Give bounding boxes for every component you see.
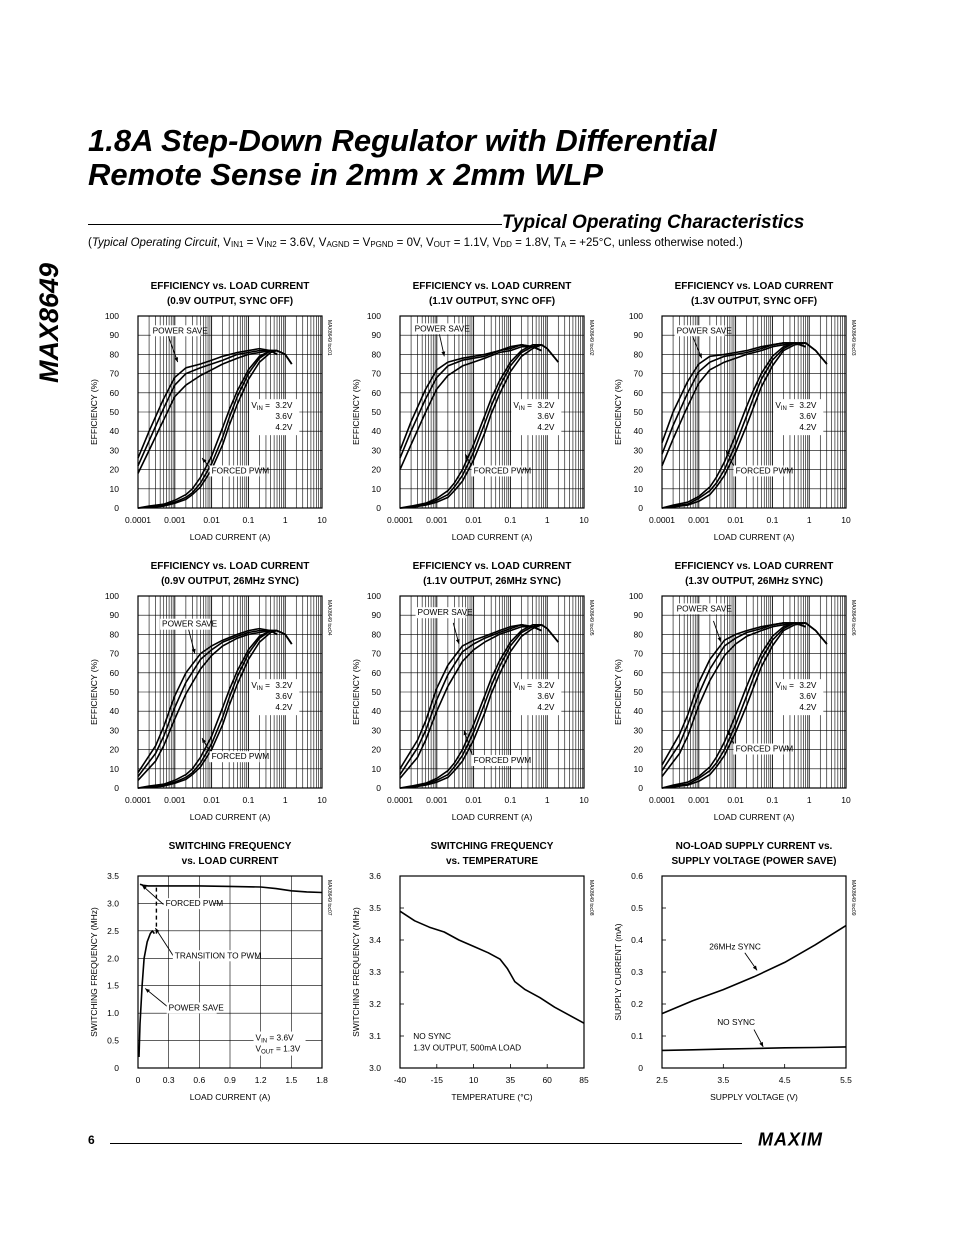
chart-title-line: NO-LOAD SUPPLY CURRENT vs.	[675, 841, 833, 852]
x-tick-label: 1.5	[285, 1075, 298, 1085]
chart-title-line: EFFICIENCY vs. LOAD CURRENT	[150, 281, 310, 292]
chart-c01	[89, 281, 332, 542]
x-tick-label: 0.001	[164, 795, 186, 805]
annotation-label: POWER SAVE	[162, 618, 218, 629]
y-tick-label: 10	[109, 763, 119, 774]
part-number-text: MAX8649	[34, 262, 64, 383]
annotation-label: POWER SAVE	[414, 323, 470, 334]
y-tick-label: 50	[633, 407, 643, 417]
y-tick-label: 3.0	[107, 898, 119, 909]
x-tick-label: 10	[841, 515, 851, 525]
y-tick-label: 60	[633, 667, 643, 678]
chart-title-line: EFFICIENCY vs. LOAD CURRENT	[412, 561, 572, 572]
x-tick-label: 0.1	[504, 515, 517, 525]
figure-code: MAX8649 toc08	[588, 880, 594, 916]
vin-legend-label: $V_{IN}$ =	[775, 680, 794, 693]
y-tick-label: 3.1	[369, 1031, 381, 1041]
figure-code: MAX8649 toc05	[588, 600, 594, 636]
y-tick-label: 90	[633, 330, 643, 341]
y-tick-label: 3.4	[369, 935, 381, 945]
annotation-label: POWER SAVE	[676, 603, 732, 614]
x-tick-label: 1	[544, 795, 550, 805]
x-tick-label: 0.001	[164, 515, 186, 525]
y-tick-label: 1.0	[107, 1008, 119, 1019]
annotation-label: FORCED PWM	[735, 743, 794, 754]
y-tick-label: 0	[114, 1063, 119, 1073]
x-tick-label: 0.0001	[125, 795, 151, 805]
y-tick-label: 60	[109, 667, 119, 678]
x-tick-label: 4.5	[778, 1075, 791, 1085]
x-tick-label: 0.6	[193, 1075, 206, 1085]
series-line	[662, 926, 846, 1014]
vin-legend-value: 4.2V	[537, 702, 555, 713]
x-axis-label: LOAD CURRENT (A)	[451, 812, 533, 822]
plot-frame	[662, 876, 846, 1068]
chart-title-line: vs. LOAD CURRENT	[181, 856, 279, 867]
y-tick-label: 20	[371, 744, 381, 755]
annotation-label: POWER SAVE	[152, 325, 208, 336]
x-tick-label: 0.1	[766, 515, 779, 525]
y-tick-label: 90	[371, 610, 381, 621]
annotation-arrowhead	[753, 966, 757, 971]
y-tick-label: 40	[109, 706, 119, 717]
note-line-2: $V_{OUT} = 1.3V$	[255, 1043, 301, 1056]
x-tick-label: 0.0001	[387, 795, 413, 805]
y-tick-label: 40	[633, 426, 643, 437]
x-tick-label: 1	[282, 515, 288, 525]
y-tick-label: 3.5	[107, 871, 119, 881]
x-tick-label: 0.01	[727, 515, 744, 525]
page-number: 6	[88, 1133, 95, 1147]
y-tick-label: 80	[371, 629, 381, 640]
x-tick-label: 3.5	[717, 1075, 730, 1085]
vin-legend-value: 3.6V	[799, 691, 817, 702]
title-line-1: 1.8A Step-Down Regulator with Differential	[88, 123, 717, 158]
vin-legend-value: 4.2V	[799, 702, 817, 713]
y-axis-label: EFFICIENCY (%)	[613, 379, 623, 445]
y-tick-label: 20	[109, 744, 119, 755]
x-tick-label: 0.0001	[125, 515, 151, 525]
x-tick-label: 0.001	[688, 515, 710, 525]
y-tick-label: 0.6	[631, 871, 643, 881]
vin-legend-value: 3.2V	[275, 400, 293, 411]
y-tick-label: 0	[638, 503, 643, 513]
section-title: Typical Operating Characteristics	[502, 212, 805, 233]
x-tick-label: 0.01	[203, 515, 220, 525]
x-tick-label: -40	[393, 1075, 407, 1085]
x-tick-label: 1.2	[254, 1075, 267, 1085]
y-tick-label: 60	[109, 387, 119, 398]
vin-legend-value: 4.2V	[275, 702, 293, 713]
annotation-label: FORCED PWM	[211, 465, 270, 476]
figure-code: MAX8649 toc09	[850, 880, 856, 916]
y-axis-label: SUPPLY CURRENT (mA)	[613, 923, 623, 1021]
vin-legend-value: 3.6V	[275, 691, 293, 702]
y-tick-label: 3.0	[369, 1063, 381, 1073]
x-tick-label: 0	[135, 1075, 141, 1085]
vin-legend-value: 3.6V	[799, 411, 817, 422]
vin-legend-label: $V_{IN}$ =	[513, 680, 532, 693]
y-tick-label: 0	[638, 1063, 643, 1073]
x-tick-label: 35	[505, 1075, 516, 1085]
chart-c07	[89, 841, 332, 1102]
chart-title-line: EFFICIENCY vs. LOAD CURRENT	[674, 281, 834, 292]
vin-legend-value: 3.6V	[537, 411, 555, 422]
chart-title-line: SWITCHING FREQUENCY	[430, 841, 554, 852]
annotation-arrowhead	[718, 637, 722, 642]
vin-legend-value: 3.2V	[275, 680, 293, 691]
y-tick-label: 1.5	[107, 980, 119, 991]
y-tick-label: 40	[109, 426, 119, 437]
chart-c02	[351, 281, 594, 542]
y-tick-label: 70	[633, 648, 643, 659]
y-tick-label: 70	[109, 368, 119, 379]
chart-title-line: (0.9V OUTPUT, 26MHz SYNC)	[161, 576, 299, 587]
x-tick-label: 0.9	[224, 1075, 236, 1085]
x-tick-label: 1	[806, 795, 812, 805]
x-axis-label: LOAD CURRENT (A)	[451, 532, 533, 542]
y-tick-label: 50	[371, 687, 381, 697]
annotation-label: 1.3V OUTPUT, 500mA LOAD	[413, 1042, 522, 1053]
y-tick-label: 3.6	[369, 871, 381, 881]
chart-c09	[613, 841, 856, 1102]
y-tick-label: 30	[109, 445, 119, 456]
vin-legend-label: $V_{IN}$ =	[251, 680, 270, 693]
y-tick-label: 10	[633, 483, 643, 494]
x-tick-label: 10	[317, 515, 327, 525]
x-axis-label: LOAD CURRENT (A)	[713, 532, 795, 542]
chart-c03	[613, 281, 856, 542]
series-line	[400, 911, 584, 1023]
x-tick-label: 0.01	[465, 795, 482, 805]
x-tick-label: 10	[468, 1075, 479, 1085]
y-tick-label: 80	[633, 629, 643, 640]
y-tick-label: 20	[633, 464, 643, 475]
y-tick-label: 40	[371, 426, 381, 437]
vin-legend-value: 3.2V	[537, 680, 555, 691]
y-tick-label: 80	[109, 349, 119, 360]
annotation-arrowhead	[456, 639, 460, 644]
annotation-label: POWER SAVE	[417, 607, 473, 618]
y-tick-label: 40	[633, 706, 643, 717]
y-tick-label: 50	[371, 407, 381, 417]
x-tick-label: 0.01	[727, 795, 744, 805]
y-tick-label: 30	[633, 445, 643, 456]
y-tick-label: 0.5	[107, 1035, 119, 1046]
y-tick-label: 90	[109, 330, 119, 341]
y-axis-label: EFFICIENCY (%)	[351, 659, 361, 725]
y-tick-label: 60	[371, 387, 381, 398]
x-axis-label: SUPPLY VOLTAGE (V)	[710, 1092, 798, 1102]
annotation-label: FORCED PWM	[211, 751, 270, 762]
y-tick-label: 3.5	[369, 903, 381, 913]
y-tick-label: 70	[371, 368, 381, 379]
y-tick-label: 10	[633, 763, 643, 774]
vin-legend-value: 4.2V	[799, 422, 817, 433]
x-axis-label: LOAD CURRENT (A)	[189, 532, 271, 542]
y-tick-label: 100	[628, 591, 643, 601]
y-tick-label: 30	[109, 725, 119, 736]
x-axis-label: LOAD CURRENT (A)	[189, 1092, 271, 1102]
x-tick-label: 0.0001	[649, 795, 675, 805]
y-axis-label: SWITCHING FREQUENCY (MHz)	[351, 907, 361, 1037]
annotation-label: FORCED PWM	[473, 465, 532, 476]
y-tick-label: 90	[371, 330, 381, 341]
y-tick-label: 0	[114, 503, 119, 513]
y-tick-label: 50	[109, 687, 119, 697]
y-tick-label: 90	[109, 610, 119, 621]
chart-c08	[351, 841, 594, 1102]
figure-code: MAX8649 toc01	[326, 320, 332, 356]
annotation-label: TRANSITION TO PWM	[174, 950, 262, 961]
chart-title-line: (1.3V OUTPUT, 26MHz SYNC)	[685, 576, 823, 587]
x-axis-label: LOAD CURRENT (A)	[189, 812, 271, 822]
annotation-label: NO SYNC	[413, 1031, 452, 1042]
y-axis-label: EFFICIENCY (%)	[89, 379, 99, 445]
y-tick-label: 80	[633, 349, 643, 360]
y-tick-label: 80	[109, 629, 119, 640]
annotation-label: POWER SAVE	[676, 325, 732, 336]
title-line-2: Remote Sense in 2mm x 2mm WLP	[88, 157, 604, 192]
y-tick-label: 30	[633, 725, 643, 736]
y-tick-label: 70	[371, 648, 381, 659]
figure-code: MAX8649 toc04	[326, 600, 332, 636]
y-tick-label: 0.4	[631, 935, 643, 945]
x-tick-label: 0.001	[426, 515, 448, 525]
vin-legend-value: 3.2V	[537, 400, 555, 411]
x-tick-label: -15	[430, 1075, 443, 1085]
chart-title-line: (1.1V OUTPUT, 26MHz SYNC)	[423, 576, 561, 587]
maxim-logo-text: MAXIM	[758, 1131, 823, 1147]
y-axis-label: EFFICIENCY (%)	[613, 659, 623, 725]
x-tick-label: 0.0001	[387, 515, 413, 525]
x-tick-label: 10	[317, 795, 327, 805]
chart-title-line: (1.3V OUTPUT, SYNC OFF)	[690, 296, 818, 307]
x-tick-label: 0.01	[203, 795, 220, 805]
vin-legend-label: $V_{IN}$ =	[513, 400, 532, 413]
maxim-logo	[756, 1131, 866, 1147]
chart-title-line: EFFICIENCY vs. LOAD CURRENT	[674, 561, 834, 572]
y-tick-label: 2.5	[107, 925, 119, 936]
chart-c06	[613, 561, 856, 822]
x-axis-label: TEMPERATURE (°C)	[451, 1092, 533, 1102]
y-tick-label: 0	[376, 783, 381, 793]
y-tick-label: 0.2	[631, 999, 643, 1009]
y-tick-label: 20	[109, 464, 119, 475]
x-tick-label: 0.001	[426, 795, 448, 805]
y-axis-label: SWITCHING FREQUENCY (MHz)	[89, 907, 99, 1037]
y-tick-label: 0.5	[631, 903, 643, 913]
x-tick-label: 2.5	[656, 1075, 668, 1085]
x-tick-label: 0.001	[688, 795, 710, 805]
y-axis-label: EFFICIENCY (%)	[89, 659, 99, 725]
y-tick-label: 3.3	[369, 967, 381, 977]
chart-title-line: SWITCHING FREQUENCY	[168, 841, 292, 852]
y-tick-label: 10	[109, 483, 119, 494]
chart-c04	[89, 561, 332, 822]
x-tick-label: 1	[282, 795, 288, 805]
y-tick-label: 100	[366, 311, 381, 321]
x-axis-label: LOAD CURRENT (A)	[713, 812, 795, 822]
test-conditions: (Typical Operating Circuit, $V_{IN1} = V_{IN2} = 3.6V$, $V_{AGND} = V_{PGND} = 0V$, $V_{OUT} = 1.1V$, $V_{DD} = 1.8V$, $T_A = +25^\circ C$, unless otherwise noted.)	[88, 237, 743, 249]
y-tick-label: 20	[633, 744, 643, 755]
x-tick-label: 0.0001	[649, 515, 675, 525]
figure-code: MAX8649 toc06	[850, 600, 856, 636]
annotation-label: NO SYNC	[717, 1016, 756, 1027]
y-tick-label: 70	[109, 648, 119, 659]
y-tick-label: 0	[638, 783, 643, 793]
y-tick-label: 90	[633, 610, 643, 621]
footer-rule	[110, 1143, 742, 1144]
annotation-arrowhead	[441, 351, 445, 356]
chart-c05	[351, 561, 594, 822]
annotation-label: 26MHz SYNC	[709, 941, 761, 952]
x-tick-label: 0.1	[242, 515, 255, 525]
y-tick-label: 100	[628, 311, 643, 321]
y-tick-label: 70	[633, 368, 643, 379]
y-tick-label: 60	[633, 387, 643, 398]
annotation-label: FORCED PWM	[165, 898, 224, 909]
x-tick-label: 1	[806, 515, 812, 525]
y-tick-label: 0.1	[631, 1031, 643, 1041]
vin-legend-value: 4.2V	[537, 422, 555, 433]
chart-title-line: SUPPLY VOLTAGE (POWER SAVE)	[671, 856, 837, 867]
y-tick-label: 80	[371, 349, 381, 360]
x-tick-label: 10	[841, 795, 851, 805]
x-tick-label: 0.01	[465, 515, 482, 525]
y-tick-label: 100	[104, 591, 119, 601]
annotation-label: FORCED PWM	[473, 755, 532, 766]
x-tick-label: 0.1	[242, 795, 255, 805]
chart-title-line: EFFICIENCY vs. LOAD CURRENT	[150, 561, 310, 572]
y-tick-label: 100	[104, 311, 119, 321]
figure-code: MAX8649 toc03	[850, 320, 856, 356]
x-tick-label: 5.5	[840, 1075, 852, 1085]
y-tick-label: 30	[371, 445, 381, 456]
y-tick-label: 20	[371, 464, 381, 475]
tick-marks	[662, 876, 846, 1068]
y-tick-label: 10	[371, 483, 381, 494]
series-line	[140, 884, 322, 892]
vin-legend-value: 3.2V	[799, 400, 817, 411]
vin-legend-value: 3.6V	[537, 691, 555, 702]
vin-legend-value: 3.6V	[275, 411, 293, 422]
chart-title-line: EFFICIENCY vs. LOAD CURRENT	[412, 281, 572, 292]
figure-code: MAX8649 toc07	[326, 880, 332, 916]
note-line-1: $V_{IN} = 3.6V$	[255, 1032, 294, 1045]
annotation-leader	[155, 928, 173, 957]
annotation-label: FORCED PWM	[735, 465, 794, 476]
x-tick-label: 85	[579, 1075, 589, 1085]
y-axis-label: EFFICIENCY (%)	[351, 379, 361, 445]
x-tick-label: 0.3	[162, 1075, 175, 1085]
figure-code: MAX8649 toc02	[588, 320, 594, 356]
chart-title-line: vs. TEMPERATURE	[445, 856, 539, 867]
y-tick-label: 30	[371, 725, 381, 736]
x-tick-label: 0.1	[504, 795, 517, 805]
vin-legend-value: 3.2V	[799, 680, 817, 691]
x-tick-label: 10	[579, 515, 589, 525]
annotation-label: POWER SAVE	[168, 1002, 224, 1013]
vin-legend-label: $V_{IN}$ =	[251, 400, 270, 413]
y-tick-label: 2.0	[107, 953, 119, 964]
y-tick-label: 0	[114, 783, 119, 793]
x-tick-label: 0.1	[766, 795, 779, 805]
x-tick-label: 60	[542, 1075, 552, 1085]
y-tick-label: 100	[366, 591, 381, 601]
y-tick-label: 0	[376, 503, 381, 513]
series-line	[662, 1047, 846, 1051]
x-tick-label: 1	[544, 515, 550, 525]
x-tick-label: 10	[579, 795, 589, 805]
vin-legend-label: $V_{IN}$ =	[775, 400, 794, 413]
y-tick-label: 0.3	[631, 967, 643, 977]
y-tick-label: 40	[371, 706, 381, 717]
x-tick-label: 1.8	[316, 1075, 328, 1085]
chart-title-line: (1.1V OUTPUT, SYNC OFF)	[428, 296, 556, 307]
vin-legend-value: 4.2V	[275, 422, 293, 433]
y-tick-label: 50	[109, 407, 119, 417]
y-tick-label: 10	[371, 763, 381, 774]
y-tick-label: 3.2	[369, 999, 381, 1009]
y-tick-label: 50	[633, 687, 643, 697]
chart-title-line: (0.9V OUTPUT, SYNC OFF)	[166, 296, 294, 307]
y-tick-label: 60	[371, 667, 381, 678]
